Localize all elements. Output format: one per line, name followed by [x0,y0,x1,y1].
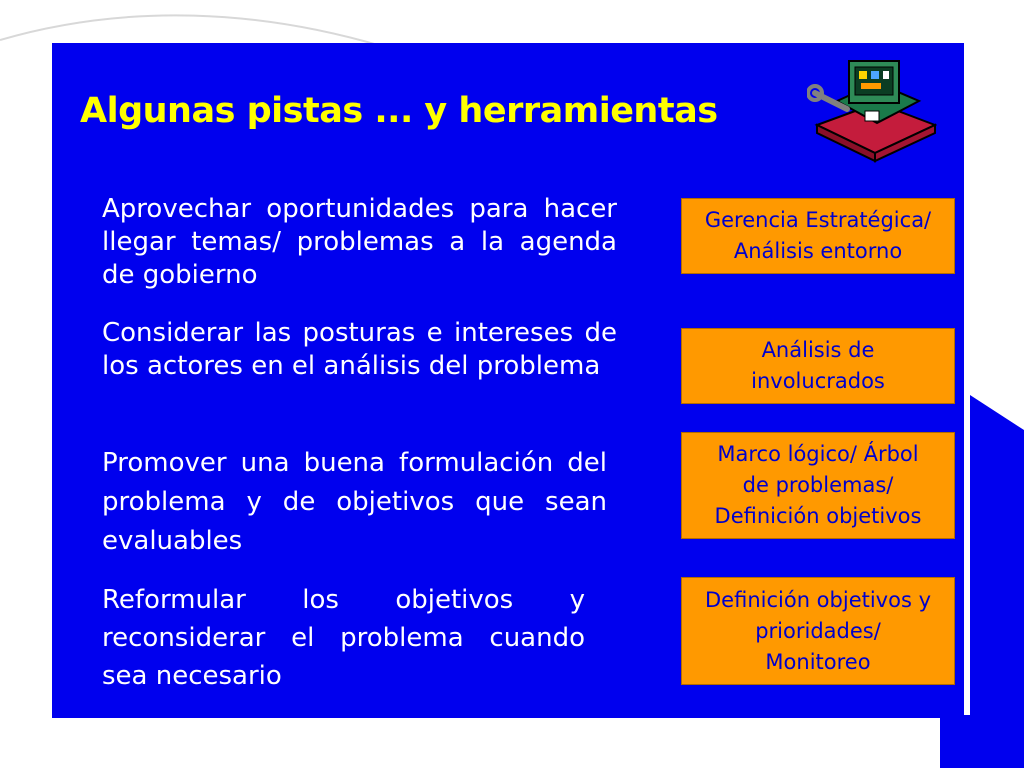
tool-strategic-management-line2: Análisis entorno [733,239,903,263]
tool-objectives-monitoring-line1: Definición objetivos y [705,587,931,612]
tool-stakeholder-analysis [681,328,955,404]
slide-panel [52,43,964,718]
tool-objectives-monitoring-line3: Monitoreo [765,649,871,674]
tool-stakeholder-analysis-line1: Análisis de [761,338,875,362]
tool-logical-framework-line1: Marco lógico/ Árbol [717,442,919,466]
tool-strategic-management-line1: Gerencia Estratégica/ [704,208,932,232]
tool-logical-framework-line2: de problemas/ [742,473,894,497]
tool-stakeholder-analysis-line2: involucrados [751,369,885,393]
tool-objectives-monitoring-line2: prioridades/ [755,618,881,643]
point-formulation: Promover una buena formulación del problema y de objetivos que sean evaluables [102,448,607,556]
slide-title: Algunas pistas ... y herramientas [80,91,718,131]
point-actors: Considerar las posturas e intereses de los actores en el análisis del problema [102,318,617,381]
point-opportunities: Aprovechar oportunidades para hacer llegar temas/ problemas a la agenda de gobierno [102,194,617,290]
tool-objectives-monitoring [681,577,955,685]
tool-strategic-management [681,198,955,274]
point-reformulate: Reformular los objetivos y reconsiderar el problema cuando sea necesario [102,585,585,691]
tool-logical-framework [681,432,955,539]
tool-logical-framework-line3: Definición objetivos [714,504,922,528]
toolbox-icon [807,53,937,163]
